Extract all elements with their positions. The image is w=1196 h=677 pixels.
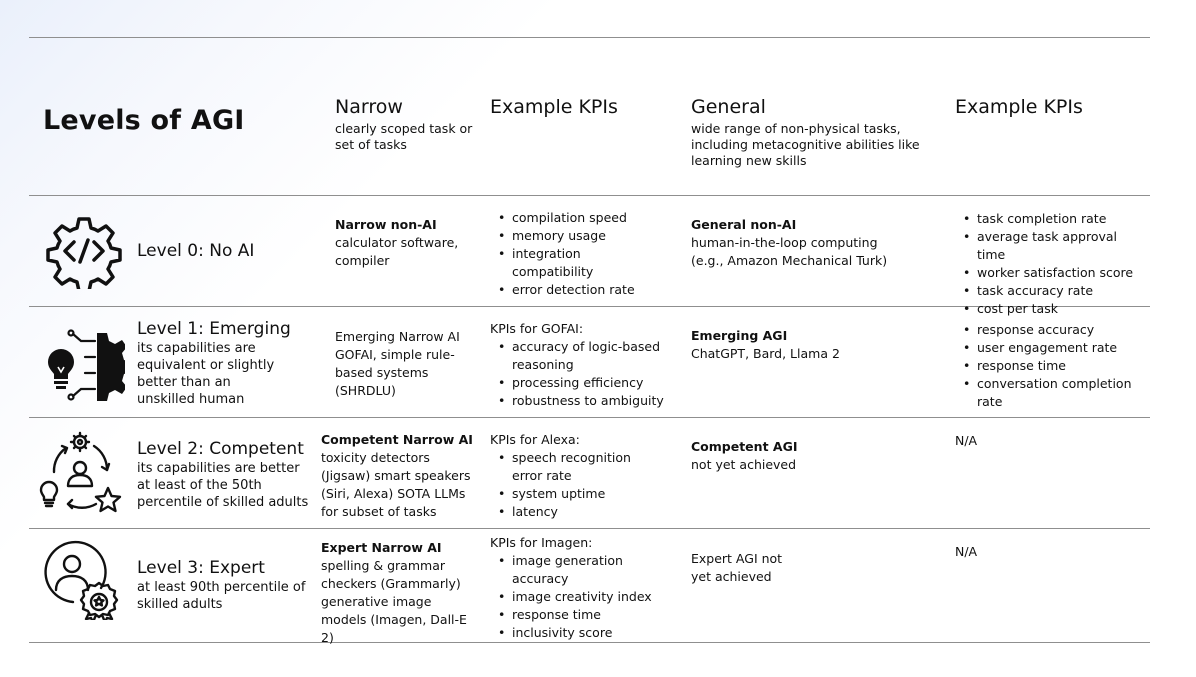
row1-narrow	[335, 328, 465, 400]
bottom-divider	[29, 642, 1150, 643]
list-item: • integration compatibility	[490, 245, 660, 281]
expert-badge-icon	[41, 540, 123, 620]
row1-kpi-general	[955, 321, 1145, 411]
row0-kpi-narrow	[490, 209, 660, 299]
row3-general	[691, 550, 801, 586]
row3-narrow-text: spelling & grammar checkers (Grammarly) generative image models (Imagen, Dall-E 2)	[321, 558, 467, 645]
level-2-title: Level 2: Competent	[137, 439, 304, 459]
row0-narrow-text: calculator software, compiler	[335, 235, 459, 268]
list-item: • image creativity index	[490, 588, 665, 606]
row1-general	[691, 327, 906, 363]
list-item: • worker satisfaction score	[955, 264, 1145, 282]
list-item: • inclusivity score	[490, 624, 665, 642]
list-item: • robustness to ambiguity	[490, 392, 665, 410]
row3-kpi-intro: KPIs for Imagen:	[490, 535, 593, 550]
row1-general-text: ChatGPT, Bard, Llama 2	[691, 346, 840, 361]
row0-general-text: human-in-the-loop computing (e.g., Amazon Mechanical Turk)	[691, 235, 888, 268]
row3-kpi-general: N/A	[955, 544, 978, 559]
level-1-title: Level 1: Emerging	[137, 319, 291, 339]
header-general-title: General	[691, 96, 766, 118]
row0-general	[691, 216, 906, 270]
row2-kpi-narrow	[490, 431, 670, 521]
row2-general	[691, 438, 906, 474]
header-kpi-narrow: Example KPIs	[490, 96, 618, 118]
row1-kpi-narrow	[490, 320, 670, 410]
row2-general-bold: Competent AGI	[691, 439, 798, 454]
header-kpi-general: Example KPIs	[955, 96, 1083, 118]
list-item: • response accuracy	[955, 321, 1145, 339]
list-item: • response time	[955, 357, 1145, 375]
gear-code-icon	[46, 213, 122, 289]
header-narrow-title: Narrow	[335, 96, 403, 118]
top-divider	[29, 37, 1150, 38]
header-narrow-sub: clearly scoped task or set of tasks	[335, 121, 473, 152]
header-narrow	[335, 96, 480, 153]
list-item: • response time	[490, 606, 665, 624]
row2-narrow-bold: Competent Narrow AI	[321, 432, 473, 447]
list-item: • cost per task	[955, 300, 1145, 318]
list-item: • task completion rate	[955, 210, 1145, 228]
row2-kpi-general: N/A	[955, 433, 978, 448]
level-3-block	[137, 558, 317, 613]
list-item: • accuracy of logic-based reasoning	[490, 338, 665, 374]
row2-narrow	[321, 431, 481, 521]
list-item: • image generation accuracy	[490, 552, 665, 588]
row1-narrow-text: Emerging Narrow AI GOFAI, simple rule-based systems (SHRDLU)	[335, 329, 460, 398]
list-item: • latency	[490, 503, 665, 521]
list-item: • processing efficiency	[490, 374, 665, 392]
level-3-desc: at least 90th percentile of skilled adults	[137, 580, 306, 612]
level-0-title: Level 0: No AI	[137, 241, 255, 261]
header-general-sub: wide range of non-physical tasks, including metacognitive abilities like learning new skills	[691, 121, 920, 168]
row1-kpi-intro: KPIs for GOFAI:	[490, 321, 584, 336]
row2-general-text: not yet achieved	[691, 457, 797, 472]
row0-general-bold: General non-AI	[691, 217, 797, 232]
header-general	[691, 96, 931, 169]
row2-kpi-intro: KPIs for Alexa:	[490, 432, 580, 447]
row2-narrow-text: toxicity detectors (Jigsaw) smart speakers (Siri, Alexa) SOTA LLMs for subset of tasks	[321, 450, 471, 519]
list-item: • user engagement rate	[955, 339, 1145, 357]
list-item: • error detection rate	[490, 281, 660, 299]
level-3-title: Level 3: Expert	[137, 558, 265, 578]
row1-general-bold: Emerging AGI	[691, 328, 788, 343]
list-item: • compilation speed	[490, 209, 660, 227]
level-1-desc: its capabilities are equivalent or slightly better than an unskilled human	[137, 341, 275, 407]
list-item: • average task approval time	[955, 228, 1145, 264]
level-1-block	[137, 319, 317, 408]
level-2-desc: its capabilities are better at least of the 50th percentile of skilled adults	[137, 461, 309, 510]
page-title: Levels of AGI	[43, 105, 245, 136]
list-item: • speech recognition error rate	[490, 449, 665, 485]
row0-narrow-bold: Narrow non-AI	[335, 217, 437, 232]
header-divider	[29, 195, 1150, 196]
level-2-block	[137, 439, 317, 511]
row-divider-3	[29, 528, 1150, 529]
row3-kpi-narrow	[490, 534, 670, 642]
row0-kpi-general	[955, 210, 1145, 318]
row0-narrow	[335, 216, 475, 270]
row3-general-text: Expert AGI not yet achieved	[691, 551, 783, 584]
row3-narrow-bold: Expert Narrow AI	[321, 540, 442, 555]
lightbulb-gear-icon	[47, 327, 125, 403]
row-divider-2	[29, 417, 1150, 418]
cycle-person-icon	[38, 430, 124, 518]
list-item: • task accuracy rate	[955, 282, 1145, 300]
list-item: • system uptime	[490, 485, 665, 503]
row3-narrow	[321, 539, 476, 647]
list-item: • memory usage	[490, 227, 660, 245]
list-item: • conversation completion rate	[955, 375, 1145, 411]
